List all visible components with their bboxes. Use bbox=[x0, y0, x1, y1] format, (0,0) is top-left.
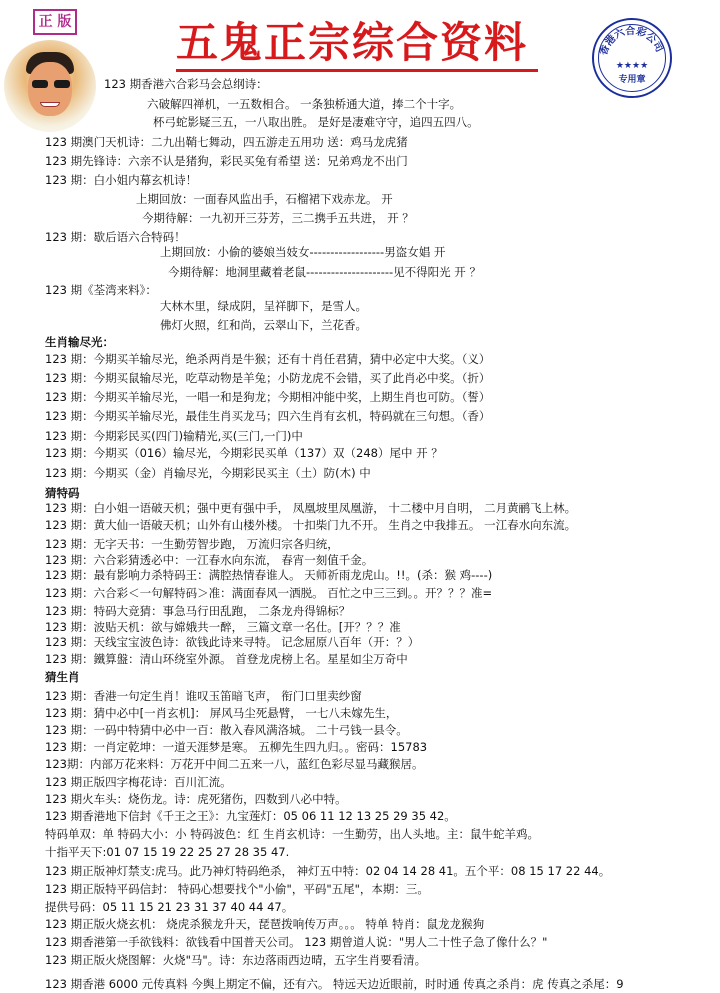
title-underline bbox=[176, 69, 538, 72]
section-heading: 猜生肖 bbox=[45, 670, 80, 684]
text-line: 123 期：歇后语六合特码！ bbox=[45, 230, 186, 244]
text-line: 大林木里，绿成阴，呈祥脚下，是雪人。 bbox=[160, 299, 367, 313]
text-line: 123 期正版特平码信封： 特码心想要找个"小偷"，平码"五尾"，本期：三。 bbox=[45, 882, 429, 896]
text-line: 123 期：特码大竞猜：事急马行田乱跑， 二条龙舟得锦标？ bbox=[45, 604, 351, 618]
text-line: 123 期火车头：烧伤龙。诗：虎死猪伤，四数到八必中特。 bbox=[45, 792, 347, 806]
text-line: 123 期：一码中特猜中必中一百：散入春风满洛城。 二十弓钱一县令。 bbox=[45, 723, 408, 737]
text-line: 123 期：白小姐内幕玄机诗！ bbox=[45, 173, 198, 187]
text-line: 123 期：白小姐一语破天机；强中更有强中手， 凤凰坡里凤凰游， 十二楼中月自明， 二月黄鹂飞上林。 bbox=[45, 501, 577, 515]
text-line: 123 期先锋诗：六亲不认是猪狗，彩民买兔有希望 送：兄弟鸡龙不出门 bbox=[45, 154, 408, 168]
text-line: 123 期：六合彩猜透必中：一江春水向东流， 春宵一刻值千金。 bbox=[45, 553, 374, 567]
company-seal bbox=[592, 18, 672, 98]
text-line: 123 期：今期买鼠输尽光，吃草动物是羊兔；小防龙虎不会错，买了此肖必中奖。（折） bbox=[45, 371, 491, 385]
text-line: 今期待解：一九初开三芬芳，三二携手五共进， 开 ？ bbox=[142, 211, 414, 225]
text-line: 上期回放：小偷的婆娘当妓女------------------男盗女娼 开 bbox=[160, 245, 446, 259]
text-line: 123 期正版火烧图解：火烧"马"。诗：东边落雨西边晴，五字生肖要看清。 bbox=[45, 953, 427, 967]
text-line: 123 期：鐵算盤：清山环绕室外源。 首登龙虎榜上名。星星如尘万奇中 bbox=[45, 652, 408, 666]
text-line: 123 期：猜中必中[一肖玄机]： 屏风马尘死悬臂， 一七八未嫁先生， bbox=[45, 706, 398, 720]
text-line: 123 期正版火烧玄机： 烧虎杀猴龙升天，琵琶拨响传万声。。。 特单 特肖：鼠龙龙猴狗 bbox=[45, 917, 485, 931]
text-line: 123 期：今期买（金）肖输尽光，今期彩民买主（土）防(木) 中 bbox=[45, 466, 371, 480]
seal-stars: ★★★★ bbox=[615, 61, 649, 71]
text-line: 123 期正版四字梅花诗：百川汇流。 bbox=[45, 775, 232, 789]
text-line: 123 期香港第一手欲钱料：欲钱看中国普天公司。 123 期曾道人说："男人二十性子急了像什么？" bbox=[45, 935, 548, 949]
seal-text: 香港六合彩公司 bbox=[598, 25, 665, 57]
text-line: 123 期：今期买羊输尽光，最佳生肖买龙马；四六生肖有玄机，特码就在三句想。（香） bbox=[45, 409, 491, 423]
section-heading: 生肖输尽光： bbox=[45, 335, 114, 349]
text-line: 123 期：六合彩＜一句解特码＞准：满面春风一洒脱。 百忙之中三三到。。开？？？准= bbox=[45, 586, 493, 600]
text-line: 佛灯火照，红和尚，云翠山下，兰花香。 bbox=[160, 318, 367, 332]
text-line: 特码单双：单 特码大小：小 特码波色：红 生肖玄机诗：一生勤劳，出人头地。主：鼠牛蛇羊鸡。 bbox=[45, 827, 539, 841]
text-line: 123 期：香港一句定生肖！谁叹玉笛暗飞声， 衔门口里卖纱窗 bbox=[45, 689, 362, 703]
text-line: 123 期澳门天机诗：二九出鞘七舞动，四五游走五用功 送：鸡马龙虎猪 bbox=[45, 135, 408, 149]
page-title: 五鬼正宗综合资料 bbox=[176, 18, 529, 67]
text-line: 123期：内部万花来料：万花开中间二五来一八，蓝红色彩尽显马藏猴居。 bbox=[45, 757, 424, 771]
section-heading: 猜特码 bbox=[45, 486, 80, 500]
text-line: 123 期香港地下信封《千王之王》：九宝莲灯：05 06 11 12 13 25 29 35 42。 bbox=[45, 809, 456, 823]
text-line: 杯弓蛇影疑三五，一八取出胜。 是好是凄难守守，追四五四八。 bbox=[153, 115, 479, 129]
text-line: 123 期香港 6000 元传真料 今舆上期定不偏，还有六。 特远天边近眼前，时时通 传真之杀肖：虎 传真之杀尾：9 bbox=[45, 977, 624, 991]
text-line: 123 期：波贴天机：欲与嫦娥共一醉， 三篇文章一名仕。[开？？？准 bbox=[45, 620, 401, 634]
seal-subtext: 专用章 bbox=[618, 75, 646, 85]
text-line: 123 期：今期买羊输尽光，一唱一和是狗龙；今期相冲能中奖，上期生肖也可防。（誓） bbox=[45, 390, 491, 404]
text-line: 123 期：今期买羊输尽光，绝杀两肖是牛猴；还有十肖任君猜，猜中必定中大奖。（义） bbox=[45, 352, 491, 366]
text-line: 123 期：最有影响力杀特码王：满腔热情春谁人。 天师祈雨龙虎山。!!。(杀：猴 鸡----) bbox=[45, 568, 493, 582]
text-line: 123 期：今期彩民买(四门)输精光,买(三门,一门)中 bbox=[45, 429, 303, 443]
text-line: 123 期香港六合彩马会总纲诗： bbox=[104, 77, 268, 91]
text-line: 123 期：今期买（016）输尽光，今期彩民买单（137）双（248）尾中 开 ？ bbox=[45, 446, 443, 460]
text-line: 123 期《荃湾来料》： bbox=[45, 283, 157, 297]
text-line: 123 期正版神灯禁支:虎马。此乃神灯特码绝杀， 神灯五中特：02 04 14 28 41。五个平：08 15 17 22 44。 bbox=[45, 864, 611, 878]
text-line: 上期回放：一面春风监出手，石榴裙下戏赤龙。 开 bbox=[136, 192, 393, 206]
text-line: 提供号码：05 11 15 21 23 31 37 40 44 47。 bbox=[45, 900, 294, 914]
text-line: 123 期：无字天书：一生勤劳智步跑， 万流归宗各归统， bbox=[45, 537, 339, 551]
text-line: 六破解四禅机，一五数相合。 一条独桥通大道，捧二个十字。 bbox=[147, 97, 462, 111]
text-line: 123 期：黄大仙一语破天机；山外有山楼外楼。 十扣柴门九不开。 生肖之中我排五。 一江春水向东流。 bbox=[45, 518, 577, 532]
portrait-image bbox=[4, 40, 96, 132]
svg-text:香港六合彩公司 bbox=[596, 24, 666, 57]
text-line: 今期待解：地洞里藏着老鼠---------------------见不得阳光 开 ？ bbox=[168, 265, 481, 279]
authentic-badge: 正 版 bbox=[33, 9, 77, 35]
text-line: 十指平天下:01 07 15 19 22 25 27 28 35 47. bbox=[45, 845, 290, 859]
text-line: 123 期：一肖定乾坤：一道天涯梦是寒。 五柳先生四九归。。密码：15783 bbox=[45, 740, 428, 754]
text-line: 123 期：天线宝宝波色诗：欲钱此诗来寻特。 记念屈原八百年（开：？） bbox=[45, 635, 420, 649]
